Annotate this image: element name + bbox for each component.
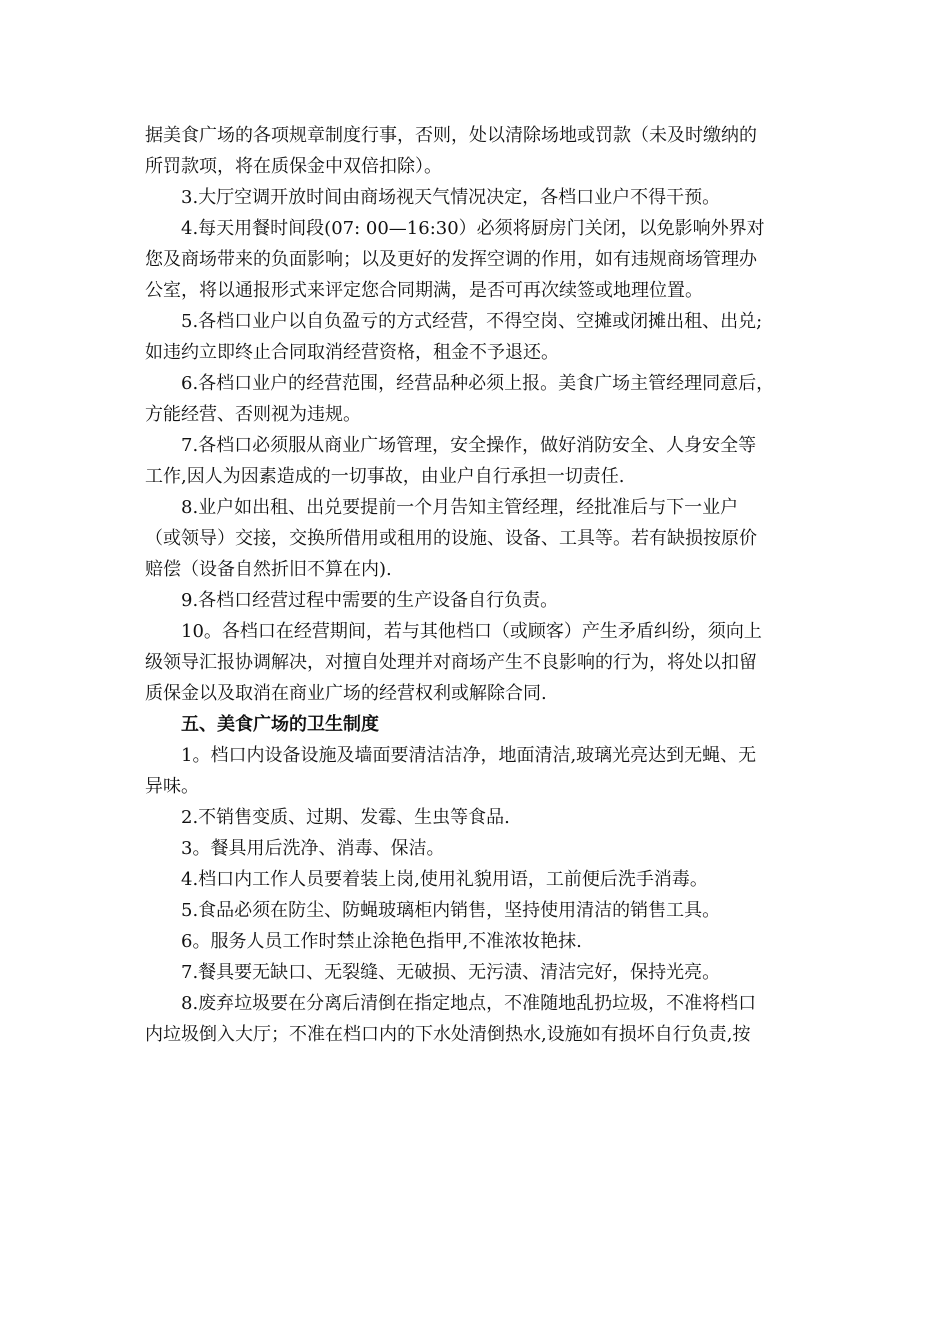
paragraph-line: 级领导汇报协调解决，对擅自处理并对商场产生不良影响的行为，将处以扣留 xyxy=(145,652,757,673)
paragraph-line: 4.档口内工作人员要着装上岗,使用礼貌用语，工前便后洗手消毒。 xyxy=(181,869,708,890)
paragraph-line: 公室，将以通报形式来评定您合同期满，是否可再次续签或地理位置。 xyxy=(145,280,703,301)
paragraph-line: 内垃圾倒入大厅；不准在档口内的下水处清倒热水,设施如有损坏自行负责,按 xyxy=(145,1024,751,1045)
paragraph-line: 10。各档口在经营期间，若与其他档口（或顾客）产生矛盾纠纷，须向上 xyxy=(181,621,762,642)
paragraph-line: 方能经营、否则视为违规。 xyxy=(145,404,361,425)
paragraph-line: 所罚款项，将在质保金中双倍扣除）。 xyxy=(145,156,442,177)
document-body xyxy=(145,120,805,1050)
paragraph-line: 7.各档口必须服从商业广场管理，安全操作，做好消防安全、人身安全等 xyxy=(181,435,757,456)
paragraph-line: 2.不销售变质、过期、发霉、生虫等食品. xyxy=(181,807,510,828)
paragraph-line: 6。服务人员工作时禁止涂艳色指甲,不准浓妆艳抹. xyxy=(181,931,582,952)
paragraph-line: 8.业户如出租、出兑要提前一个月告知主管经理，经批准后与下一业户 xyxy=(181,497,739,518)
paragraph-line: 异味。 xyxy=(145,776,199,797)
paragraph-line: 工作,因人为因素造成的一切事故，由业户自行承担一切责任. xyxy=(145,466,625,487)
paragraph-line: 据美食广场的各项规章制度行事，否则，处以清除场地或罚款（未及时缴纳的 xyxy=(145,125,757,146)
paragraph-line: 5.食品必须在防尘、防蝇玻璃柜内销售，坚持使用清洁的销售工具。 xyxy=(181,900,721,921)
paragraph-line: 9.各档口经营过程中需要的生产设备自行负责。 xyxy=(181,590,559,611)
section-heading: 五、美食广场的卫生制度 xyxy=(181,714,379,735)
paragraph-line: 3.大厅空调开放时间由商场视天气情况决定，各档口业户不得干预。 xyxy=(181,187,721,208)
paragraph-line: 7.餐具要无缺口、无裂缝、无破损、无污渍、清洁完好，保持光亮。 xyxy=(181,962,721,983)
paragraph-line: 8.废弃垃圾要在分离后清倒在指定地点，不准随地乱扔垃圾，不准将档口 xyxy=(181,993,757,1014)
paragraph-line: （或领导）交接，交换所借用或租用的设施、设备、工具等。若有缺损按原价 xyxy=(145,528,757,549)
paragraph-line: 质保金以及取消在商业广场的经营权利或解除合同. xyxy=(145,683,547,704)
paragraph-line: 赔偿（设备自然折旧不算在内). xyxy=(145,559,392,580)
paragraph-line: 3。餐具用后洗净、消毒、保洁。 xyxy=(181,838,445,859)
paragraph-line: 5.各档口业户以自负盈亏的方式经营，不得空岗、空摊或闭摊出租、出兑; xyxy=(181,311,763,332)
paragraph-line: 您及商场带来的负面影响；以及更好的发挥空调的作用，如有违规商场管理办 xyxy=(145,249,757,270)
paragraph-line: 1。档口内设备设施及墙面要清洁洁净，地面清洁,玻璃光亮达到无蝇、无 xyxy=(181,745,757,766)
paragraph-line: 4.每天用餐时间段(07: 00—16:30）必须将厨房门关闭，以免影响外界对 xyxy=(181,218,765,239)
paragraph-line: 如违约立即终止合同取消经营资格，租金不予退还。 xyxy=(145,342,559,363)
paragraph-line: 6.各档口业户的经营范围，经营品种必须上报。美食广场主管经理同意后， xyxy=(181,373,775,394)
